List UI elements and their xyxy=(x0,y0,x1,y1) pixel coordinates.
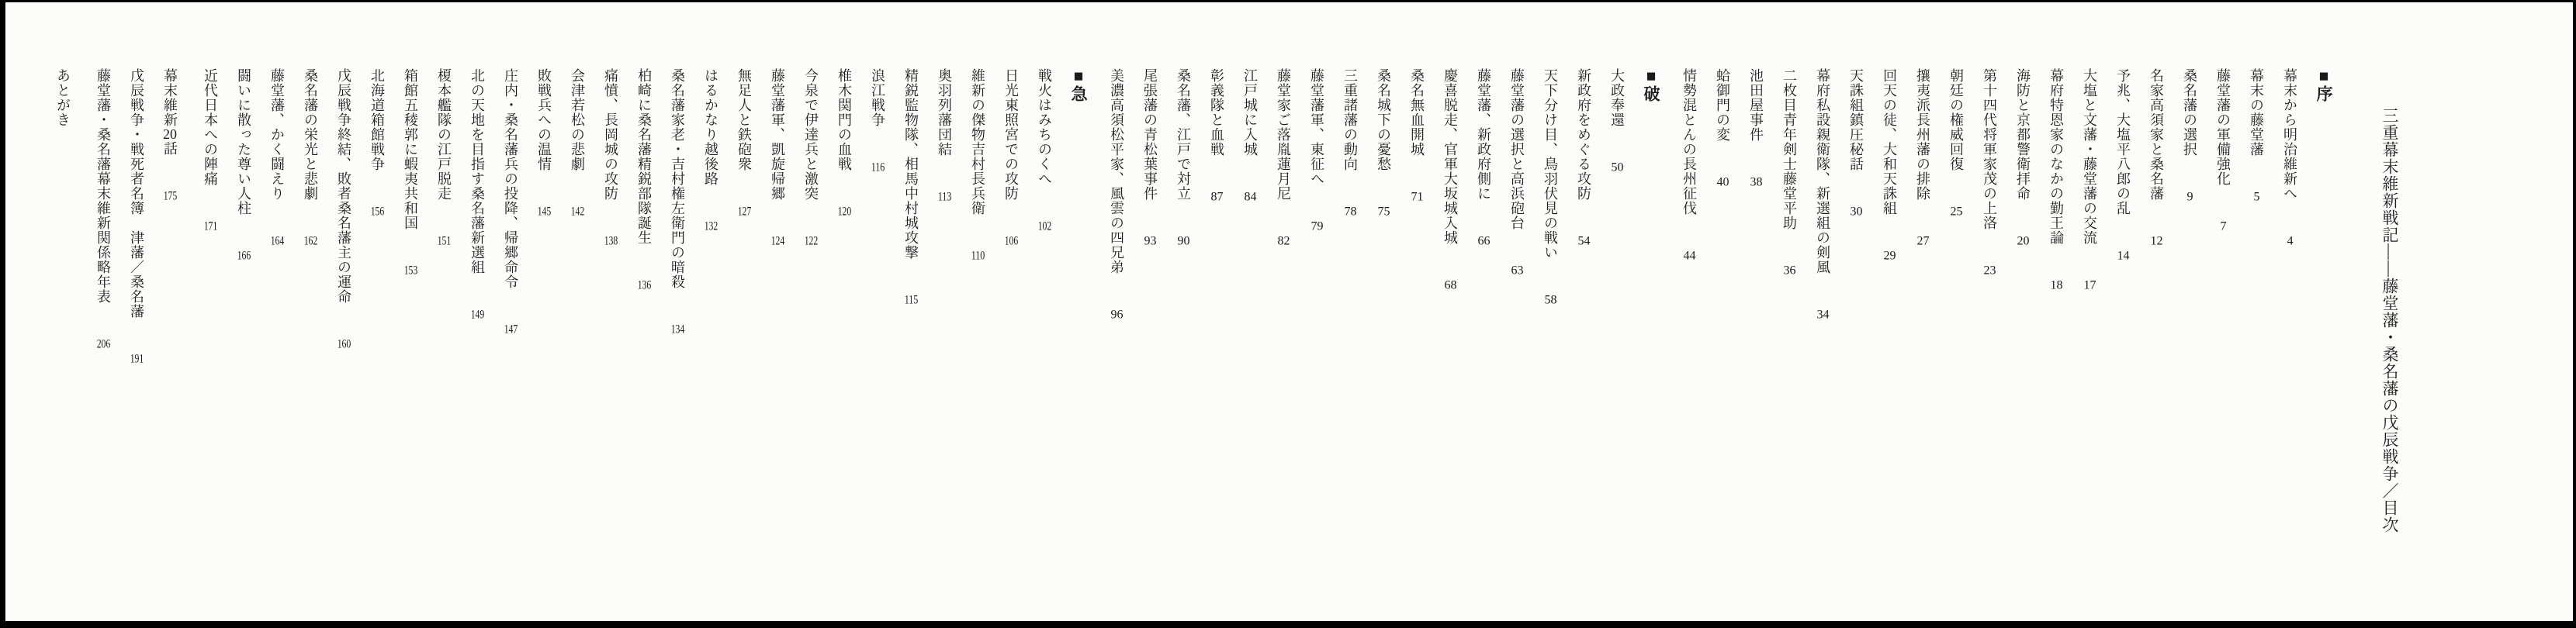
toc-entry xyxy=(871,68,885,613)
toc-entry-title: 幕府私設親衛隊、新選組の剣風 xyxy=(1815,68,1830,274)
toc-entry-page-number: 30 xyxy=(1850,205,1863,218)
toc-entry-page-number: 7 xyxy=(2220,220,2227,233)
section-header: ■破 xyxy=(1642,67,1660,102)
toc-entry-title: 奥羽列藩団結 xyxy=(937,68,952,157)
toc-entry xyxy=(1443,68,1457,613)
toc-entry-title: 幕府特恩家のなかの勤王論 xyxy=(2048,68,2064,245)
toc-entry xyxy=(770,68,784,613)
toc-entry xyxy=(2116,68,2130,613)
toc-entry-title: 予兆、大塩平八郎の乱 xyxy=(2115,68,2131,216)
toc-entry-page-number: 36 xyxy=(1783,264,1796,277)
toc-entry xyxy=(237,68,251,613)
toc-entry-page-number: 102 xyxy=(1037,220,1052,233)
toc-entry-title: 箱館五稜郭に蝦夷共和国 xyxy=(403,68,418,230)
toc-entry-page-number: 142 xyxy=(570,205,585,218)
toc-entry xyxy=(1816,68,1830,613)
toc-entry-title: 桑名城下の憂愁 xyxy=(1376,68,1391,171)
toc-entry xyxy=(403,68,417,613)
toc-entry xyxy=(337,68,351,613)
toc-entry xyxy=(1849,68,1863,613)
toc-entry-page-number: 27 xyxy=(1916,235,1930,247)
toc-entry-page-number: 12 xyxy=(2150,235,2163,247)
toc-entry-page-number: 116 xyxy=(871,161,885,174)
toc-entry-page-number: 115 xyxy=(904,294,919,306)
toc-columns xyxy=(5,2,2466,621)
toc-entry-page-number: 90 xyxy=(1177,235,1190,247)
toc-entry-title: 江戸城に入城 xyxy=(1242,68,1258,157)
toc-entry-title: 新政府をめぐる攻防 xyxy=(1576,68,1591,201)
toc-entry-title: 天誅組鎮圧秘話 xyxy=(1848,68,1864,171)
toc-entry-page-number: 113 xyxy=(937,191,952,203)
toc-entry xyxy=(1949,68,1963,613)
toc-entry-page-number: 71 xyxy=(1411,191,1424,203)
toc-entry-title: 藤堂藩の選択と高浜砲台 xyxy=(1509,68,1525,230)
toc-entry-title: 浪江戦争 xyxy=(870,68,885,127)
toc-entry-page-number: 147 xyxy=(504,323,518,336)
toc-entry xyxy=(570,68,584,613)
toc-entry-page-number: 50 xyxy=(1611,161,1624,174)
toc-entry-title: 情勢混とんの長州征伐 xyxy=(1681,68,1697,216)
toc-entry xyxy=(670,68,684,613)
toc-entry-title: 藤堂藩軍、東征へ xyxy=(1309,68,1324,186)
toc-entry xyxy=(1510,68,1524,613)
toc-entry-page-number: 79 xyxy=(1311,220,1324,233)
toc-entry-page-number: 68 xyxy=(1444,279,1457,292)
toc-entry-page-number: 34 xyxy=(1816,309,1830,321)
toc-entry xyxy=(96,68,110,613)
book-title: 三重幕末維新戦記――藤堂藩・桑名藩の戊辰戦争／目次 xyxy=(2380,107,2399,533)
toc-entry-title: 三重諸藩の動向 xyxy=(1342,68,1358,171)
toc-entry-page-number: 206 xyxy=(96,338,111,350)
toc-entry xyxy=(2016,68,2030,613)
toc-entry-title: 日光東照宮での攻防 xyxy=(1003,68,1019,201)
toc-entry-title: 幕末維新20話 xyxy=(162,68,178,156)
toc-entry-title: 敗戦兵への温情 xyxy=(536,68,552,171)
toc-entry-page-number: 151 xyxy=(437,235,452,247)
toc-entry-page-number: 44 xyxy=(1683,250,1696,262)
toc-entry xyxy=(470,68,484,613)
toc-entry xyxy=(1310,68,1324,613)
toc-entry xyxy=(1210,68,1224,613)
toc-entry xyxy=(437,68,451,613)
toc-entry-page-number: 171 xyxy=(203,220,218,233)
toc-entry-page-number: 122 xyxy=(804,235,819,247)
toc-entry-title: 桑名藩の栄光と悲劇 xyxy=(303,68,318,201)
toc-entry-title: 藤堂藩・桑名藩幕末維新関係略年表 xyxy=(95,68,111,304)
toc-entry xyxy=(837,68,851,613)
toc-entry xyxy=(1243,68,1257,613)
toc-entry-title: 痛憤、長岡城の攻防 xyxy=(603,68,618,201)
toc-entry-title: 藤堂藩、新政府側に xyxy=(1476,68,1491,201)
toc-entry xyxy=(1782,68,1796,613)
toc-entry-title: 名家高須家と桑名藩 xyxy=(2148,68,2164,201)
toc-entry-title: 幕末から明治維新へ xyxy=(2282,68,2297,201)
toc-entry-title: 藤堂藩軍、凱旋帰郷 xyxy=(770,68,785,201)
toc-entry-title: 大政奉還 xyxy=(1609,68,1625,127)
toc-entry-page-number: 9 xyxy=(2186,191,2193,203)
toc-entry xyxy=(2283,68,2297,613)
section-header: ■急 xyxy=(1069,67,1088,102)
toc-entry xyxy=(1749,68,1763,613)
toc-entry-page-number: 149 xyxy=(470,309,485,321)
toc-entry-page-number: 96 xyxy=(1110,309,1124,321)
toc-entry xyxy=(1682,68,1696,613)
toc-entry-page-number: 38 xyxy=(1750,176,1763,188)
toc-entry xyxy=(1543,68,1557,613)
toc-entry-title: 幕末の藤堂藩 xyxy=(2249,68,2264,157)
toc-entry-page-number: 58 xyxy=(1544,294,1557,306)
toc-entry-page-number: 145 xyxy=(537,205,552,218)
toc-entry-page-number: 40 xyxy=(1716,176,1729,188)
toc-entry-title: 二枚目青年剣士藤堂平助 xyxy=(1781,68,1797,230)
toc-entry-page-number: 138 xyxy=(604,235,618,247)
toc-entry-page-number: 175 xyxy=(163,190,178,202)
toc-entry-page-number: 110 xyxy=(971,250,985,262)
toc-entry xyxy=(370,68,384,613)
toc-entry-title: 池田屋事件 xyxy=(1748,68,1764,142)
toc-entry-page-number: 78 xyxy=(1344,205,1357,218)
toc-entry-page-number: 75 xyxy=(1377,205,1390,218)
toc-entry xyxy=(704,68,718,613)
toc-entry-page-number: 93 xyxy=(1144,235,1157,247)
toc-entry-page-number: 63 xyxy=(1511,264,1524,277)
toc-entry xyxy=(904,68,918,613)
toc-entry xyxy=(203,68,217,613)
toc-entry-page-number: 54 xyxy=(1577,235,1591,247)
toc-entry-page-number: 29 xyxy=(1883,250,1896,262)
toc-entry-title: 柏崎に桑名藩精鋭部隊誕生 xyxy=(636,68,652,245)
toc-entry-title: 第十四代将軍家茂の上洛 xyxy=(1982,68,1997,230)
toc-entry xyxy=(1343,68,1357,613)
toc-entry-title: 戊辰戦争終結、敗者桑名藩主の運命 xyxy=(336,68,351,304)
toc-entry xyxy=(1276,68,1290,613)
toc-entry xyxy=(1577,68,1591,613)
toc-entry-title: 今泉で伊達兵と激突 xyxy=(803,68,819,201)
toc-entry-page-number: 124 xyxy=(770,235,785,247)
toc-entry-title: 藤堂藩、かく闘えり xyxy=(269,68,285,201)
section-header: ■序 xyxy=(2315,67,2333,102)
toc-entry-page-number: 18 xyxy=(2050,279,2063,292)
toc-entry-page-number: 20 xyxy=(2017,235,2030,247)
toc-entry-page-number: 162 xyxy=(303,235,318,247)
toc-entry-page-number: 120 xyxy=(837,205,852,218)
toc-entry-page-number: 136 xyxy=(637,279,652,292)
toc-entry-page-number: 160 xyxy=(337,338,351,350)
toc-entry-page-number: 5 xyxy=(2253,191,2260,203)
toc-entry-page-number: 87 xyxy=(1210,191,1224,203)
toc-entry-title: 蛤御門の変 xyxy=(1715,68,1730,142)
toc-entry-title: 彰義隊と血戦 xyxy=(1209,68,1224,157)
toc-entry xyxy=(1982,68,1996,613)
toc-entry xyxy=(1477,68,1491,613)
toc-entry xyxy=(2249,68,2263,613)
toc-entry-title: 回天の徒、大和天誅組 xyxy=(1882,68,1897,216)
toc-entry-page-number: 106 xyxy=(1004,235,1019,247)
toc-entry xyxy=(937,68,951,613)
toc-entry xyxy=(1376,68,1390,613)
toc-entry-title: 維新の傑物吉村長兵衛 xyxy=(970,68,985,216)
toc-entry-title: 桑名藩家老・吉村権左衛門の暗殺 xyxy=(670,68,685,289)
toc-entry-page-number: 82 xyxy=(1277,235,1290,247)
toc-entry xyxy=(1916,68,1930,613)
toc-entry xyxy=(971,68,985,613)
toc-entry xyxy=(804,68,818,613)
toc-entry xyxy=(2049,68,2063,613)
toc-entry xyxy=(1716,68,1729,613)
toc-entry xyxy=(737,68,751,613)
toc-entry-title: 大塩と文藩・藤堂藩の交流 xyxy=(2082,68,2097,245)
toc-entry-page-number: 156 xyxy=(370,205,385,218)
toc-entry-title: 北海道箱館戦争 xyxy=(369,68,385,171)
toc-entry-title: 攘夷派長州藩の排除 xyxy=(1915,68,1930,201)
toc-entry xyxy=(2149,68,2163,613)
toc-entry-title: 桑名無血開城 xyxy=(1409,68,1425,157)
toc-entry-title: 朝廷の権威回復 xyxy=(1948,68,1964,171)
toc-entry-title: 桑名藩、江戸で対立 xyxy=(1175,68,1191,201)
toc-entry-title: 尾張藩の青松葉事件 xyxy=(1142,68,1158,201)
toc-entry-page-number: 66 xyxy=(1477,235,1491,247)
toc-entry xyxy=(1143,68,1157,613)
toc-entry-page-number: 191 xyxy=(130,353,144,365)
toc-entry-page-number: 134 xyxy=(670,323,685,336)
toc-entry xyxy=(1410,68,1424,613)
toc-entry xyxy=(1037,68,1051,613)
toc-entry-title: 戊辰戦争・戦死者名簿 津藩／桑名藩 xyxy=(129,68,144,319)
toc-entry-page-number: 84 xyxy=(1244,191,1257,203)
toc-entry-title: 海防と京都警衛拝命 xyxy=(2015,68,2031,201)
toc-entry xyxy=(537,68,551,613)
toc-entry xyxy=(1110,68,1124,613)
toc-entry-title: 北の天地を目指す桑名藩新選組 xyxy=(469,68,485,274)
toc-entry xyxy=(504,68,518,613)
toc-entry-page-number: 132 xyxy=(704,220,718,233)
toc-entry-page-number: 127 xyxy=(737,205,752,218)
toc-entry-title: あとがき xyxy=(55,68,71,127)
toc-entry xyxy=(270,68,284,613)
toc-entry-page-number: 17 xyxy=(2083,279,2096,292)
toc-entry xyxy=(1004,68,1018,613)
toc-entry-page-number: 164 xyxy=(270,235,285,247)
toc-entry-title: 無足人と鉄砲衆 xyxy=(736,68,752,171)
toc-entry xyxy=(2083,68,2096,613)
toc-entry-page-number: 23 xyxy=(1983,264,1996,277)
toc-entry xyxy=(303,68,317,613)
toc-entry-title: 美濃高須松平家、風雲の四兄弟 xyxy=(1109,68,1124,274)
toc-entry-title: 庄内・桑名藩兵の投降、帰郷命令 xyxy=(503,68,518,289)
toc-entry xyxy=(163,68,177,613)
toc-entry-title: 榎本艦隊の江戸脱走 xyxy=(436,68,452,201)
toc-entry-title: 椎木関門の血戦 xyxy=(836,68,852,171)
toc-entry-title: 桑名藩の選択 xyxy=(2182,68,2197,157)
toc-entry xyxy=(1882,68,1896,613)
toc-entry-title: 戦火はみちのくへ xyxy=(1037,68,1052,186)
toc-entry xyxy=(637,68,651,613)
toc-entry xyxy=(2216,68,2230,613)
toc-entry-title: 藤堂藩の軍備強化 xyxy=(2215,68,2231,186)
toc-entry-title: 近代日本への陣痛 xyxy=(203,68,218,186)
toc-entry-title: 闘いに散った尊い人柱 xyxy=(236,68,251,216)
toc-entry-page-number: 25 xyxy=(1950,205,1963,218)
toc-entry-title: 会津若松の悲劇 xyxy=(570,68,585,171)
toc-entry-page-number: 166 xyxy=(237,250,251,262)
toc-entry-page-number: 4 xyxy=(2287,235,2294,247)
toc-entry-title: 精鋭監物隊、相馬中村城攻撃 xyxy=(903,68,919,260)
toc-entry xyxy=(1610,68,1624,613)
toc-entry xyxy=(604,68,618,613)
toc-entry-title: 天下分け目、鳥羽伏見の戦い xyxy=(1542,68,1558,260)
toc-entry-title: 慶喜脱走、官軍大坂城入城 xyxy=(1442,68,1458,245)
toc-entry xyxy=(2183,68,2197,613)
toc-entry xyxy=(56,68,70,613)
toc-entry-title: はるかなり越後路 xyxy=(703,68,718,186)
toc-entry xyxy=(130,68,144,613)
toc-entry-page-number: 14 xyxy=(2117,250,2130,262)
toc-entry-page-number: 153 xyxy=(403,264,418,277)
toc-entry-title: 藤堂家ご落胤蓮月尼 xyxy=(1276,68,1291,201)
toc-entry xyxy=(1176,68,1190,613)
